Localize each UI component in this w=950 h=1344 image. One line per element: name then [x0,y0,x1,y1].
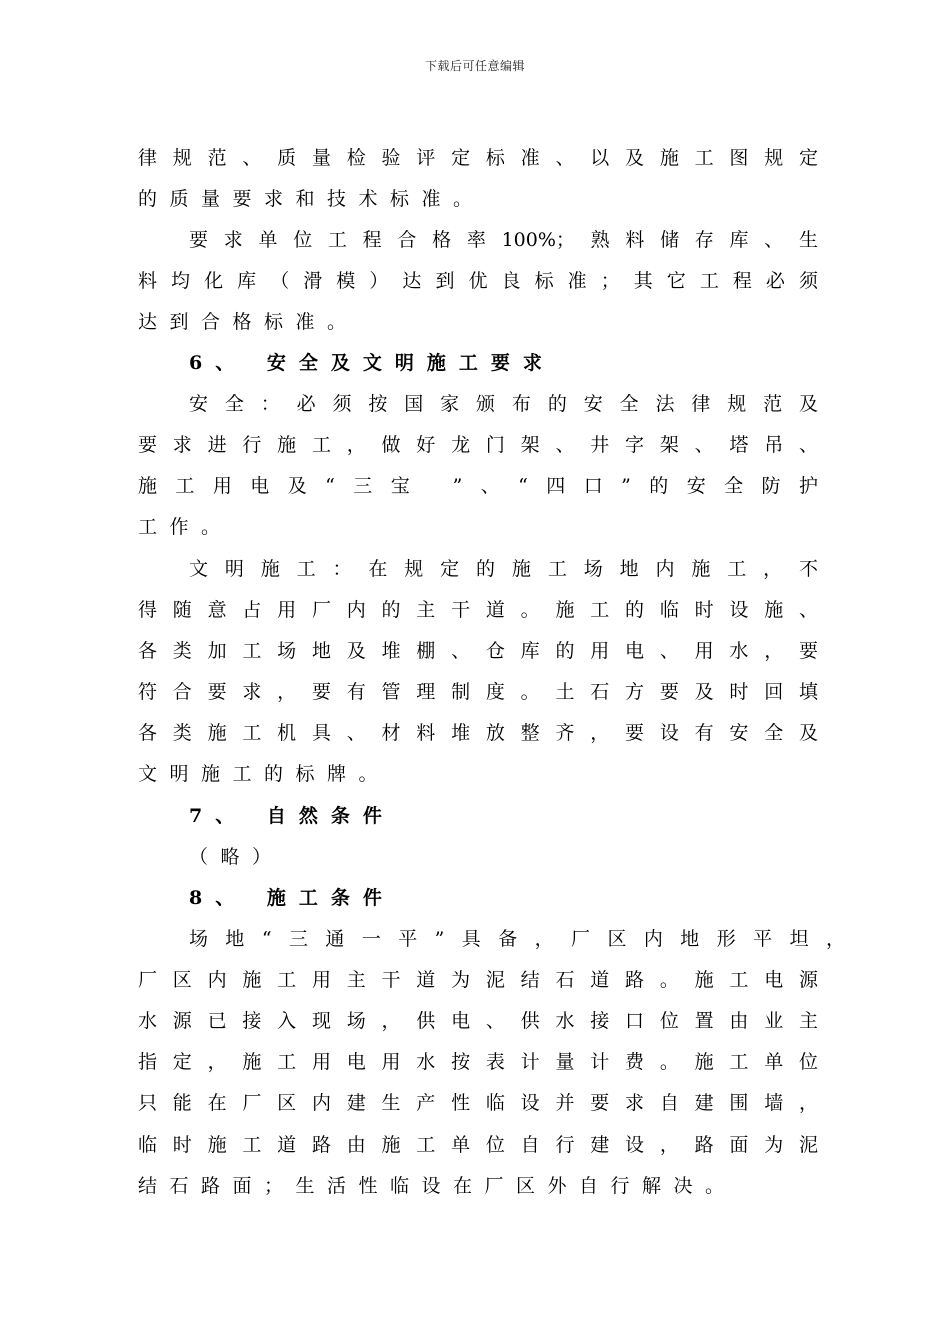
body-line: 达到合格标准。 [138,311,359,333]
body-line: 符合要求，要有管理制度。土石方要及时回填 [138,681,818,703]
body-line: 文明施工的标牌。 [138,763,391,785]
section-heading: 6、 安全及文明施工要求 [189,352,555,374]
body-line: 施工用电及“三宝 ”、“四口”的安全防护 [138,475,818,497]
body-line: 要求单位工程合格率100%；熟料储存库、生 [189,229,818,251]
body-line: （略） [189,846,284,868]
section-heading: 7、 自然条件 [189,805,395,827]
body-line: 临时施工道路由施工单位自行建设，路面为泥 [138,1134,818,1156]
body-line: 结石路面；生活性临设在厂区外自行解决。 [138,1175,737,1197]
body-line: 场地“三通一平”具备，厂区内地形平坦， [189,928,845,950]
body-line: 水源已接入现场，供电、供水接口位置由业主 [138,1010,818,1032]
section-heading: 8、 施工条件 [189,887,395,909]
body-line: 厂区内施工用主干道为泥结石道路。施工电源 [138,969,818,991]
body-line: 要求进行施工，做好龙门架、井字架、塔吊、 [138,434,818,456]
body-line: 工作。 [138,516,233,538]
body-line: 律规范、质量检验评定标准、以及施工图规定 [138,147,818,169]
body-line: 的质量要求和技术标准。 [138,188,485,210]
body-line: 各类施工机具、材料堆放整齐，要设有安全及 [138,722,818,744]
body-line: 各类加工场地及堆棚、仓库的用电、用水，要 [138,640,818,662]
body-line: 得随意占用厂内的主干道。施工的临时设施、 [138,599,818,621]
body-line: 只能在厂区内建生产性临设并要求自建围墙， [138,1092,818,1114]
body-line: 安全：必须按国家颁布的安全法律规范及 [189,393,818,415]
body-line: 文明施工：在规定的施工场地内施工，不 [189,558,818,580]
body-line: 料均化库（滑模）达到优良标准；其它工程必须 [138,270,818,292]
page-header: 下载后可任意编辑 [424,59,525,73]
body-line: 指定，施工用电用水按表计量计费。施工单位 [138,1051,818,1073]
